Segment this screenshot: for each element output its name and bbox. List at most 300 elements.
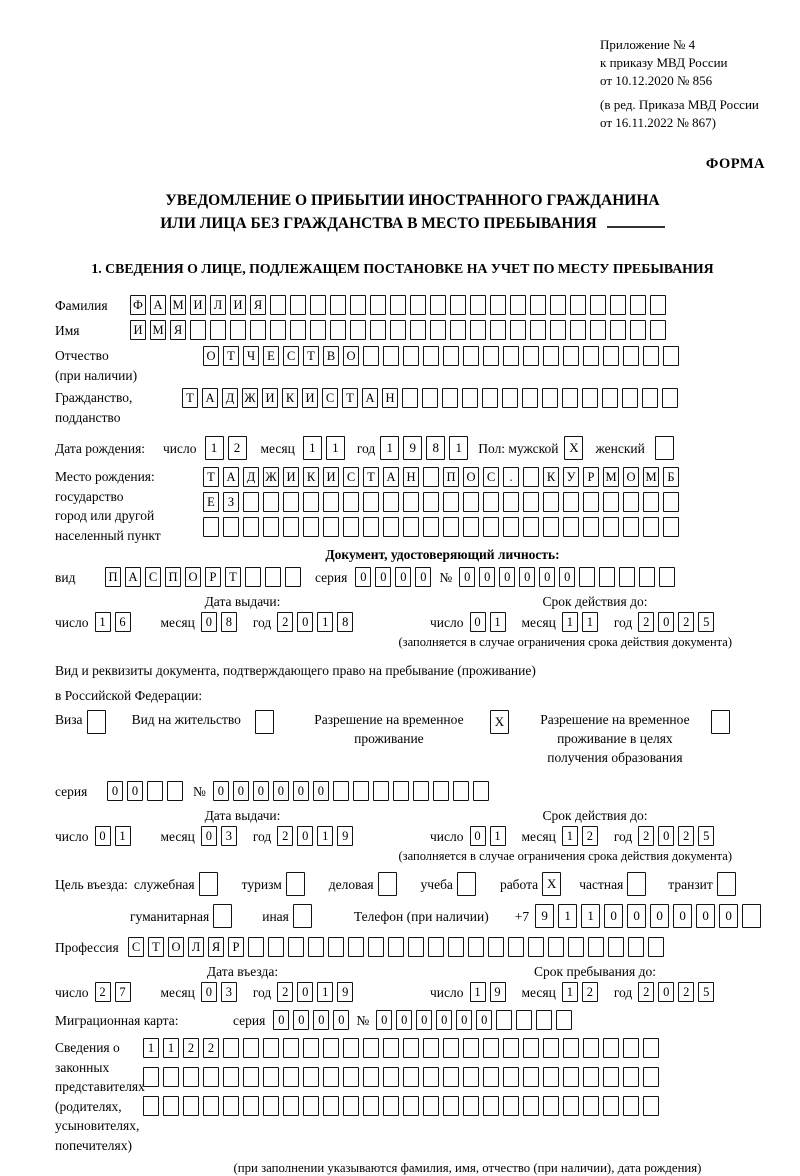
- char-cell: [408, 937, 424, 957]
- char-cell: [483, 346, 499, 366]
- purpose-tourism: туризм: [242, 872, 319, 896]
- purpose-study-checkbox: [457, 872, 480, 896]
- char-cell: [528, 937, 544, 957]
- char-cell: [659, 567, 675, 587]
- char-cell: А: [150, 295, 166, 315]
- char-cell: [463, 517, 479, 537]
- char-cell: М: [603, 467, 619, 487]
- stay-year-cells: [638, 982, 718, 1002]
- res-expiry-note: (заполняется в случае ограничения срока действия документа): [398, 849, 732, 863]
- char-cell: [388, 937, 404, 957]
- char-cell: Н: [403, 467, 419, 487]
- purpose-transit: транзит: [668, 872, 750, 896]
- doc-issue-year-cells: [277, 612, 357, 632]
- char-cell: [243, 492, 259, 512]
- char-cell: [619, 567, 635, 587]
- visa-label: Виза: [55, 712, 83, 727]
- sex-male-checkbox: [564, 436, 587, 460]
- edu-permit-checkbox: [711, 710, 734, 734]
- birth-day-label: число: [163, 440, 197, 456]
- char-cell: К: [303, 467, 319, 487]
- char-cell: [323, 1067, 339, 1087]
- char-cell: [378, 872, 397, 896]
- citizenship-cells: [182, 388, 682, 408]
- char-cell: 0: [658, 982, 674, 1002]
- char-cell: 2: [678, 612, 694, 632]
- char-cell: 0: [293, 781, 309, 801]
- char-cell: 1: [95, 612, 111, 632]
- year-label: год: [252, 614, 272, 630]
- char-cell: [643, 346, 659, 366]
- char-cell: [343, 1096, 359, 1116]
- char-cell: [588, 937, 604, 957]
- char-cell: С: [128, 937, 144, 957]
- purpose-work: работа X: [500, 872, 575, 896]
- char-cell: 0: [395, 567, 411, 587]
- char-cell: [483, 492, 499, 512]
- char-cell: И: [323, 467, 339, 487]
- char-cell: [390, 295, 406, 315]
- char-cell: [623, 492, 639, 512]
- char-cell: [413, 781, 429, 801]
- char-cell: [643, 1067, 659, 1087]
- char-cell: [285, 567, 301, 587]
- char-cell: [288, 937, 304, 957]
- char-cell: [223, 1096, 239, 1116]
- char-cell: 3: [221, 982, 237, 1002]
- temp-permit-checkbox: [490, 710, 513, 734]
- char-cell: 9: [337, 826, 353, 846]
- char-cell: [403, 492, 419, 512]
- char-cell: 2: [277, 612, 293, 632]
- char-cell: [183, 1096, 199, 1116]
- char-cell: 0: [201, 982, 217, 1002]
- char-cell: [463, 1067, 479, 1087]
- char-cell: [623, 1038, 639, 1058]
- char-cell: [323, 1038, 339, 1058]
- char-cell: [383, 1096, 399, 1116]
- char-cell: [717, 872, 736, 896]
- representatives-cells-row2: [143, 1067, 663, 1087]
- birth-year-cells: [380, 436, 472, 460]
- char-cell: [213, 904, 232, 928]
- birth-date-label: Дата рождения:: [55, 440, 146, 456]
- char-cell: [563, 1067, 579, 1087]
- char-cell: [390, 320, 406, 340]
- char-cell: [303, 1038, 319, 1058]
- char-cell: [303, 1096, 319, 1116]
- char-cell: [550, 295, 566, 315]
- stay-month-cells: [562, 982, 602, 1002]
- char-cell: Т: [342, 388, 358, 408]
- char-cell: Т: [303, 346, 319, 366]
- char-cell: [610, 320, 626, 340]
- char-cell: [403, 517, 419, 537]
- doc-series-cells: [355, 567, 435, 587]
- identity-doc-heading: Документ, удостоверяющий личность:: [325, 547, 560, 562]
- char-cell: И: [230, 295, 246, 315]
- char-cell: 2: [678, 982, 694, 1002]
- appendix-line: (в ред. Приказа МВД России: [600, 97, 759, 112]
- char-cell: 6: [115, 612, 131, 632]
- char-cell: 8: [337, 612, 353, 632]
- char-cell: 8: [221, 612, 237, 632]
- char-cell: [143, 1096, 159, 1116]
- char-cell: 2: [638, 826, 654, 846]
- char-cell: [450, 320, 466, 340]
- char-cell: 0: [273, 1010, 289, 1030]
- char-cell: [608, 937, 624, 957]
- edu-permit-label: Разрешение на временное проживание в целях получения образования: [540, 712, 690, 765]
- char-cell: [383, 1067, 399, 1087]
- char-cell: [423, 1067, 439, 1087]
- char-cell: [639, 567, 655, 587]
- purpose-official-checkbox: [199, 872, 222, 896]
- residence-doc-intro: Вид и реквизиты документа, подтверждающего право на пребывание (проживание) в Российской Федерации:: [55, 663, 536, 703]
- char-cell: [283, 1038, 299, 1058]
- char-cell: Р: [205, 567, 221, 587]
- char-cell: 0: [696, 904, 715, 928]
- char-cell: [363, 1067, 379, 1087]
- char-cell: [463, 346, 479, 366]
- char-cell: [363, 1038, 379, 1058]
- doc-expiry-note: (заполняется в случае ограничения срока действия документа): [398, 635, 732, 649]
- char-cell: [543, 346, 559, 366]
- char-cell: [370, 295, 386, 315]
- char-cell: [143, 1067, 159, 1087]
- char-cell: 1: [558, 904, 577, 928]
- sex-label: Пол: мужской: [478, 440, 559, 456]
- char-cell: [303, 492, 319, 512]
- representatives-note: (при заполнении указываются фамилия, имя, отчество (при наличии), дата рождения): [233, 1161, 702, 1175]
- char-cell: [443, 1096, 459, 1116]
- char-cell: [183, 1067, 199, 1087]
- char-cell: [343, 1038, 359, 1058]
- char-cell: О: [203, 346, 219, 366]
- char-cell: [603, 1067, 619, 1087]
- char-cell: 0: [459, 567, 475, 587]
- char-cell: 0: [396, 1010, 412, 1030]
- char-cell: 1: [303, 436, 322, 460]
- char-cell: С: [145, 567, 161, 587]
- char-cell: 1: [449, 436, 468, 460]
- char-cell: 0: [333, 1010, 349, 1030]
- char-cell: Я: [208, 937, 224, 957]
- char-cell: [330, 320, 346, 340]
- visa-checkbox: [87, 710, 110, 734]
- char-cell: .: [503, 467, 519, 487]
- char-cell: [490, 295, 506, 315]
- char-cell: X: [542, 872, 561, 896]
- char-cell: [402, 388, 418, 408]
- char-cell: 0: [313, 781, 329, 801]
- mc-number-label: №: [356, 1012, 370, 1028]
- char-cell: [283, 517, 299, 537]
- title-line-2: ИЛИ ЛИЦА БЕЗ ГРАЖДАНСТВА В МЕСТО ПРЕБЫВАНИЯ: [55, 212, 770, 235]
- entry-month-cells: [201, 982, 241, 1002]
- char-cell: [523, 1096, 539, 1116]
- birth-day-cells: [205, 436, 251, 460]
- appendix-line: Приложение № 4: [600, 37, 696, 52]
- year-label: год: [252, 828, 272, 844]
- char-cell: А: [125, 567, 141, 587]
- char-cell: [648, 937, 664, 957]
- year-label: год: [613, 828, 633, 844]
- char-cell: [353, 781, 369, 801]
- char-cell: 1: [380, 436, 399, 460]
- char-cell: [403, 1038, 419, 1058]
- char-cell: [383, 517, 399, 537]
- char-cell: Т: [203, 467, 219, 487]
- char-cell: [363, 346, 379, 366]
- char-cell: [243, 1096, 259, 1116]
- phone-label: Телефон (при наличии): [353, 908, 489, 924]
- char-cell: 0: [355, 567, 371, 587]
- char-cell: [428, 937, 444, 957]
- char-cell: [255, 710, 274, 734]
- char-cell: [463, 1038, 479, 1058]
- char-cell: [243, 1067, 259, 1087]
- char-cell: А: [223, 467, 239, 487]
- representatives-cells-row1: [143, 1038, 663, 1058]
- char-cell: [523, 467, 539, 487]
- char-cell: О: [463, 467, 479, 487]
- purpose-private-checkbox: [627, 872, 650, 896]
- char-cell: [536, 1010, 552, 1030]
- char-cell: П: [165, 567, 181, 587]
- char-cell: [603, 492, 619, 512]
- char-cell: [263, 1096, 279, 1116]
- char-cell: [87, 710, 106, 734]
- char-cell: Т: [223, 346, 239, 366]
- char-cell: [463, 1096, 479, 1116]
- char-cell: [263, 492, 279, 512]
- phone-prefix: +7: [514, 908, 530, 924]
- char-cell: 5: [698, 982, 714, 1002]
- char-cell: [470, 320, 486, 340]
- char-cell: [622, 388, 638, 408]
- char-cell: 1: [115, 826, 131, 846]
- char-cell: 0: [627, 904, 646, 928]
- char-cell: [563, 1096, 579, 1116]
- char-cell: [223, 1038, 239, 1058]
- char-cell: 2: [277, 826, 293, 846]
- char-cell: [303, 1067, 319, 1087]
- res-expiry-month-cells: [562, 826, 602, 846]
- char-cell: [223, 517, 239, 537]
- representatives-label: Сведения о законных представителях (родителях, усыновителях, попечителях): [55, 1040, 145, 1153]
- char-cell: 8: [426, 436, 445, 460]
- char-cell: [473, 781, 489, 801]
- char-cell: Р: [583, 467, 599, 487]
- char-cell: 0: [604, 904, 623, 928]
- doc-series-label: серия: [315, 569, 348, 585]
- char-cell: [290, 320, 306, 340]
- char-cell: [303, 517, 319, 537]
- mc-series-label: серия: [233, 1012, 266, 1028]
- char-cell: 0: [297, 826, 313, 846]
- phone-cells: [535, 904, 765, 928]
- month-label: месяц: [521, 984, 556, 1000]
- char-cell: 0: [375, 567, 391, 587]
- char-cell: [423, 1096, 439, 1116]
- char-cell: [430, 320, 446, 340]
- char-cell: К: [282, 388, 298, 408]
- appendix-line: от 10.12.2020 № 856: [600, 73, 713, 88]
- char-cell: [483, 1096, 499, 1116]
- char-cell: [343, 492, 359, 512]
- char-cell: 0: [499, 567, 515, 587]
- char-cell: Ч: [243, 346, 259, 366]
- birth-year-label: год: [356, 440, 376, 456]
- char-cell: [603, 346, 619, 366]
- char-cell: 0: [107, 781, 123, 801]
- char-cell: [448, 937, 464, 957]
- char-cell: 1: [581, 904, 600, 928]
- char-cell: [442, 388, 458, 408]
- appendix-line: к приказу МВД России: [600, 55, 728, 70]
- res-issue-month-cells: [201, 826, 241, 846]
- char-cell: [243, 1038, 259, 1058]
- char-cell: [268, 937, 284, 957]
- birth-month-label: месяц: [260, 440, 295, 456]
- char-cell: 0: [479, 567, 495, 587]
- char-cell: И: [190, 295, 206, 315]
- char-cell: [530, 320, 546, 340]
- char-cell: Т: [148, 937, 164, 957]
- res-number-label: №: [193, 783, 206, 799]
- char-cell: [363, 492, 379, 512]
- char-cell: [363, 1096, 379, 1116]
- birthplace-cells-row1: [203, 467, 683, 487]
- char-cell: 0: [416, 1010, 432, 1030]
- char-cell: [328, 937, 344, 957]
- char-cell: 0: [233, 781, 249, 801]
- char-cell: 1: [490, 826, 506, 846]
- char-cell: Ж: [263, 467, 279, 487]
- char-cell: [663, 492, 679, 512]
- doc-number-label: №: [439, 569, 453, 585]
- res-expiry-heading: Срок действия до:: [542, 808, 648, 823]
- char-cell: [630, 295, 646, 315]
- char-cell: [163, 1067, 179, 1087]
- char-cell: [483, 1038, 499, 1058]
- char-cell: [488, 937, 504, 957]
- char-cell: 5: [698, 612, 714, 632]
- char-cell: [330, 295, 346, 315]
- char-cell: Т: [182, 388, 198, 408]
- char-cell: 1: [205, 436, 224, 460]
- char-cell: [516, 1010, 532, 1030]
- char-cell: [163, 1096, 179, 1116]
- char-cell: [548, 937, 564, 957]
- char-cell: Ф: [130, 295, 146, 315]
- representatives-rows: [143, 1038, 663, 1121]
- char-cell: 0: [470, 826, 486, 846]
- doc-type-cells: [105, 567, 305, 587]
- char-cell: [453, 781, 469, 801]
- char-cell: [310, 295, 326, 315]
- char-cell: [167, 781, 183, 801]
- char-cell: Е: [203, 492, 219, 512]
- char-cell: И: [302, 388, 318, 408]
- char-cell: Б: [663, 467, 679, 487]
- char-cell: [662, 388, 678, 408]
- char-cell: 2: [582, 826, 598, 846]
- char-cell: [383, 1038, 399, 1058]
- char-cell: [543, 517, 559, 537]
- residence-permit-option: [132, 710, 278, 734]
- char-cell: 0: [673, 904, 692, 928]
- edu-permit-option: [529, 710, 734, 767]
- char-cell: [508, 937, 524, 957]
- char-cell: [383, 492, 399, 512]
- month-label: месяц: [160, 984, 195, 1000]
- char-cell: [563, 346, 579, 366]
- char-cell: М: [150, 320, 166, 340]
- char-cell: [583, 346, 599, 366]
- doc-expiry-month-cells: [562, 612, 602, 632]
- char-cell: [423, 467, 439, 487]
- char-cell: [603, 1038, 619, 1058]
- char-cell: 0: [650, 904, 669, 928]
- char-cell: В: [323, 346, 339, 366]
- char-cell: [562, 388, 578, 408]
- surname-label: Фамилия: [55, 297, 108, 313]
- month-label: месяц: [521, 614, 556, 630]
- char-cell: [333, 781, 349, 801]
- purpose-business: деловая: [329, 872, 411, 896]
- char-cell: [510, 295, 526, 315]
- char-cell: [147, 781, 163, 801]
- purpose-humanitarian-checkbox: [213, 904, 236, 928]
- char-cell: 1: [317, 826, 333, 846]
- char-cell: [210, 320, 226, 340]
- day-label: число: [430, 614, 464, 630]
- purpose-other-checkbox: [293, 904, 316, 928]
- char-cell: [203, 1067, 219, 1087]
- profession-label: Профессия: [55, 939, 119, 955]
- char-cell: [263, 517, 279, 537]
- char-cell: К: [543, 467, 559, 487]
- char-cell: [270, 320, 286, 340]
- char-cell: 1: [326, 436, 345, 460]
- char-cell: А: [202, 388, 218, 408]
- char-cell: О: [343, 346, 359, 366]
- char-cell: [403, 1096, 419, 1116]
- char-cell: Д: [222, 388, 238, 408]
- char-cell: Т: [363, 467, 379, 487]
- char-cell: [290, 295, 306, 315]
- char-cell: [556, 1010, 572, 1030]
- char-cell: [283, 1067, 299, 1087]
- month-label: месяц: [521, 828, 556, 844]
- char-cell: 1: [143, 1038, 159, 1058]
- char-cell: [623, 346, 639, 366]
- visa-option: [55, 710, 110, 734]
- char-cell: 0: [213, 781, 229, 801]
- char-cell: [711, 710, 730, 734]
- char-cell: 1: [562, 982, 578, 1002]
- sex-female-label: женский: [595, 440, 645, 456]
- char-cell: [630, 320, 646, 340]
- char-cell: [223, 1067, 239, 1087]
- char-cell: [623, 1096, 639, 1116]
- char-cell: З: [223, 492, 239, 512]
- char-cell: [643, 1038, 659, 1058]
- char-cell: [190, 320, 206, 340]
- char-cell: [422, 388, 438, 408]
